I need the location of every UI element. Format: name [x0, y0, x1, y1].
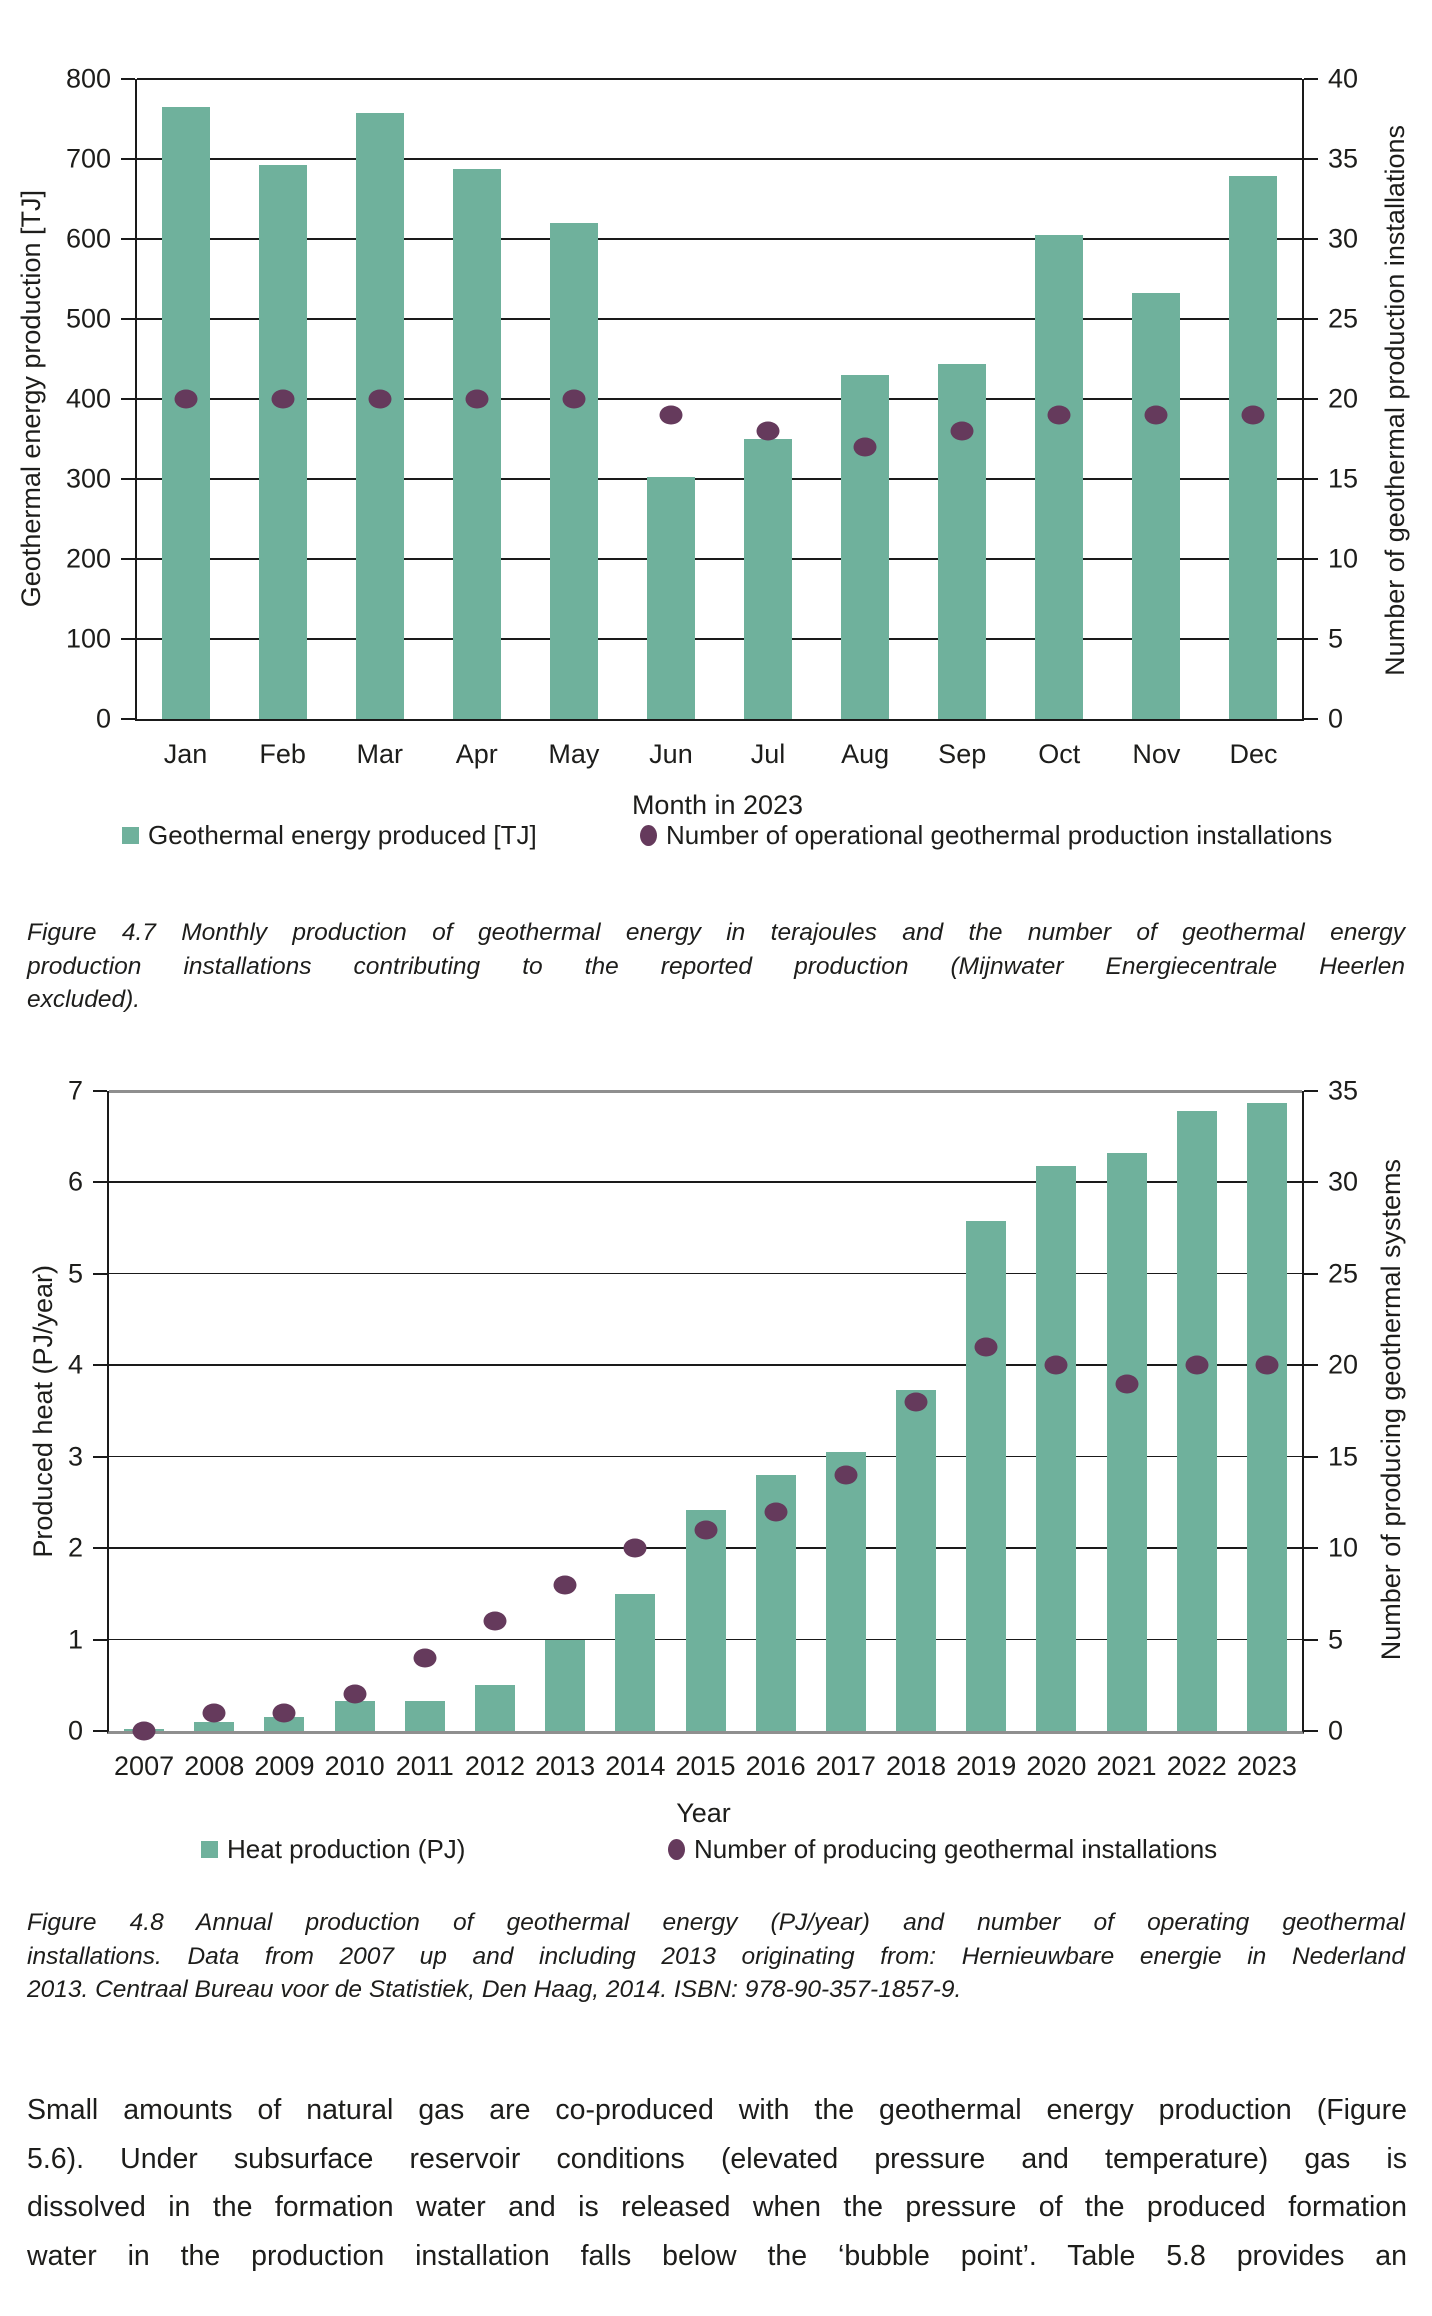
y-axis-tick-right	[1304, 78, 1318, 80]
gridline	[137, 638, 1302, 640]
caption-line: 2013. Centraal Bureau voor de Statistiek, Den Haag, 2014. ISBN: 978-90-357-1857-9.	[27, 1976, 962, 2003]
x-label-Apr: Apr	[455, 739, 498, 769]
dot-2022	[1185, 1356, 1208, 1375]
y-tick-label-right: 10	[1328, 1532, 1359, 1563]
y-tick-label-right: 20	[1328, 1349, 1359, 1380]
dot-Apr	[465, 390, 488, 409]
bar-2019	[966, 1221, 1006, 1731]
y-axis-tick-right	[1304, 1456, 1318, 1458]
bar-2013	[545, 1640, 585, 1731]
dot-2020	[1045, 1356, 1068, 1375]
dot-2016	[764, 1502, 787, 1521]
chart2-legend-label-dots: Number of producing geothermal installations	[694, 1834, 1218, 1864]
x-label-Jan: Jan	[163, 739, 208, 769]
y-axis-tick-right	[1304, 158, 1318, 160]
body-paragraph	[27, 2086, 1407, 2280]
bar-2021	[1107, 1153, 1147, 1731]
bar-Oct	[1035, 235, 1083, 719]
x-label-2011: 2011	[395, 1751, 454, 1781]
x-label-2009: 2009	[254, 1751, 315, 1781]
y-tick-label-right: 0	[1328, 703, 1344, 734]
y-tick-label-left: 0	[67, 1715, 83, 1746]
gridline	[137, 558, 1302, 560]
caption-line: production installations contributing to the reported production (Mijnwater Energiecentrale Heerlen	[27, 952, 1405, 980]
y-tick-label-right: 40	[1328, 63, 1359, 94]
y-axis-tick-left	[93, 1456, 107, 1458]
y-axis-tick-right	[1304, 478, 1318, 480]
y-tick-label-right: 30	[1328, 1166, 1359, 1197]
y-axis-tick-left	[93, 1639, 107, 1641]
caption-line: installations. Data from 2007 up and including 2013 originating from: Hernieuwbare energie in Nederland	[27, 1942, 1405, 1970]
gridline	[137, 238, 1302, 240]
chart2-plot-area	[67, 1075, 1359, 1781]
y-axis-tick-left	[93, 1273, 107, 1275]
chart1-legend-label-dots: Number of operational geothermal production installations	[666, 820, 1333, 850]
y-axis-tick-left	[121, 238, 135, 240]
y-axis-tick-left	[93, 1730, 107, 1732]
y-tick-label-right: 30	[1328, 223, 1359, 254]
y-tick-label-left: 5	[67, 1258, 83, 1289]
y-tick-label-right: 25	[1328, 303, 1359, 334]
dot-2011	[413, 1648, 436, 1667]
y-tick-label-left: 2	[67, 1532, 83, 1563]
y-tick-label-left: 700	[65, 143, 111, 174]
dot-2018	[905, 1392, 928, 1411]
x-label-2007: 2007	[114, 1751, 175, 1781]
x-label-Dec: Dec	[1229, 739, 1278, 769]
figure-4-8-caption	[27, 1906, 1405, 2007]
y-axis-tick-right	[1304, 318, 1318, 320]
dot-2014	[624, 1539, 647, 1558]
y-tick-label-left: 600	[65, 223, 111, 254]
gridline	[109, 1090, 1302, 1093]
bar-2017	[826, 1452, 866, 1731]
bar-2012	[475, 1685, 515, 1731]
bar-Jun	[647, 477, 695, 719]
chart1-x-axis-title: Month in 2023	[631, 790, 804, 820]
bar-May	[550, 223, 598, 719]
x-label-2019: 2019	[956, 1751, 1017, 1781]
y-axis-tick-left	[121, 638, 135, 640]
y-tick-label-left: 800	[65, 63, 111, 94]
dot-2012	[483, 1612, 506, 1631]
x-label-2023: 2023	[1236, 1751, 1297, 1781]
y-tick-label-right: 10	[1328, 543, 1359, 574]
x-label-2010: 2010	[324, 1751, 385, 1781]
x-label-Nov: Nov	[1132, 739, 1181, 769]
y-tick-label-right: 15	[1328, 463, 1359, 494]
x-label-Aug: Aug	[841, 739, 890, 769]
x-label-2016: 2016	[745, 1751, 806, 1781]
dot-Jul	[757, 422, 780, 441]
dot-2019	[975, 1338, 998, 1357]
y-axis-tick-right	[1304, 558, 1318, 560]
bar-2015	[686, 1510, 726, 1731]
dot-Oct	[1048, 406, 1071, 425]
gridline	[137, 158, 1302, 160]
y-tick-label-right: 15	[1328, 1441, 1359, 1472]
caption-line: Figure 4.7 Monthly production of geothermal energy in terajoules and the number of geothermal energy	[27, 919, 1405, 946]
y-axis-tick-left	[93, 1181, 107, 1183]
y-tick-label-left: 1	[67, 1624, 83, 1655]
caption-line: excluded).	[27, 986, 141, 1013]
dot-2023	[1255, 1356, 1278, 1375]
chart2-legend-label-bars: Heat production (PJ)	[227, 1834, 466, 1864]
y-tick-label-right: 0	[1328, 1715, 1344, 1746]
dot-2013	[554, 1575, 577, 1594]
dot-swatch-icon	[640, 825, 657, 846]
bar-2023	[1247, 1103, 1287, 1731]
dot-swatch-icon	[668, 1839, 685, 1860]
bar-Dec	[1229, 176, 1277, 719]
chart1-y-axis-title-left	[8, 79, 54, 719]
figure-4-7-caption	[27, 916, 1405, 1017]
body-line: 5.6). Under subsurface reservoir conditions (elevated pressure and temperature) gas is	[27, 2142, 1407, 2175]
y-axis-tick-left	[121, 158, 135, 160]
chart1-legend-label-bars: Geothermal energy produced [TJ]	[148, 820, 537, 850]
bar-2008	[194, 1722, 234, 1731]
x-label-Jun: Jun	[649, 739, 693, 769]
y-axis-tick-right	[1304, 1639, 1318, 1641]
chart2-y-axis-title-left	[20, 1091, 66, 1731]
dot-Jun	[659, 406, 682, 425]
y-axis-tick-left	[121, 398, 135, 400]
y-tick-label-right: 5	[1328, 1624, 1344, 1655]
dot-Jan	[174, 390, 197, 409]
y-axis-tick-left	[121, 78, 135, 80]
bar-2010	[335, 1701, 375, 1731]
dot-Nov	[1145, 406, 1168, 425]
x-label-2021: 2021	[1096, 1751, 1157, 1781]
chart1-plot-area	[65, 63, 1359, 769]
caption-line: Figure 4.8 Annual production of geothermal energy (PJ/year) and number of operating geothermal	[27, 1909, 1405, 1936]
bar-swatch-icon	[201, 1841, 218, 1858]
y-axis-tick-left	[121, 718, 135, 720]
y-tick-label-left: 4	[67, 1349, 83, 1380]
chart2-x-axis-title: Year	[676, 1798, 731, 1828]
y-tick-label-right: 20	[1328, 383, 1359, 414]
x-label-2013: 2013	[535, 1751, 596, 1781]
chart1-legend-item-dots	[640, 822, 1332, 848]
y-axis-tick-right	[1304, 718, 1318, 720]
chart1-y-axis-title-right	[1372, 55, 1418, 745]
x-label-2015: 2015	[675, 1751, 736, 1781]
y-axis-tick-left	[93, 1547, 107, 1549]
y-tick-label-right: 25	[1328, 1258, 1359, 1289]
y-axis-tick-right	[1304, 1730, 1318, 1732]
bar-2020	[1036, 1166, 1076, 1731]
y-axis-tick-right	[1304, 638, 1318, 640]
chart1-y-axis-title-right-text: Number of geothermal production installations	[1379, 124, 1410, 676]
dot-Aug	[854, 438, 877, 457]
chart2-legend-item-dots	[668, 1836, 1217, 1862]
dot-2015	[694, 1520, 717, 1539]
y-tick-label-left: 100	[65, 623, 111, 654]
dot-2017	[834, 1466, 857, 1485]
bar-Sep	[938, 364, 986, 719]
y-tick-label-left: 500	[65, 303, 111, 334]
bar-Apr	[453, 169, 501, 719]
y-tick-label-left: 300	[65, 463, 111, 494]
gridline	[137, 398, 1302, 400]
y-tick-label-left: 400	[65, 383, 111, 414]
bar-Feb	[259, 165, 307, 719]
x-label-Mar: Mar	[356, 739, 403, 769]
y-tick-label-right: 5	[1328, 623, 1344, 654]
y-axis-tick-right	[1304, 398, 1318, 400]
dot-May	[562, 390, 585, 409]
y-axis-tick-right	[1304, 1181, 1318, 1183]
bar-2011	[405, 1701, 445, 1731]
y-axis-tick-right	[1304, 1547, 1318, 1549]
dot-2007	[133, 1722, 156, 1741]
x-label-Feb: Feb	[259, 739, 306, 769]
dot-Dec	[1242, 406, 1265, 425]
y-tick-label-left: 6	[67, 1166, 83, 1197]
x-label-2017: 2017	[815, 1751, 876, 1781]
gridline	[137, 478, 1302, 480]
bar-Jul	[744, 439, 792, 719]
chart2-legend	[0, 1836, 1432, 1872]
chart2-legend-item-bars	[201, 1836, 465, 1862]
body-line: Small amounts of natural gas are co-produced with the geothermal energy production (Figure	[27, 2094, 1407, 2126]
gridline	[137, 318, 1302, 320]
x-label-2020: 2020	[1026, 1751, 1087, 1781]
x-label-2012: 2012	[464, 1751, 526, 1781]
dot-2021	[1115, 1374, 1138, 1393]
bar-2018	[896, 1390, 936, 1731]
dot-Mar	[368, 390, 391, 409]
dot-Sep	[951, 422, 974, 441]
y-tick-label-right: 35	[1328, 1075, 1359, 1106]
x-label-2022: 2022	[1166, 1751, 1227, 1781]
x-label-Jul: Jul	[750, 739, 786, 769]
dot-2008	[203, 1703, 226, 1722]
y-tick-label-right: 35	[1328, 143, 1359, 174]
bar-2022	[1177, 1111, 1217, 1731]
chart1-legend-item-bars	[122, 822, 537, 848]
y-axis-tick-left	[121, 558, 135, 560]
y-axis-tick-right	[1304, 1090, 1318, 1092]
y-tick-label-left: 7	[67, 1075, 83, 1106]
bar-Aug	[841, 375, 889, 719]
chart1-y-axis-title-left-text: Geothermal energy production [TJ]	[15, 190, 46, 608]
y-tick-label-left: 3	[67, 1441, 83, 1472]
y-axis-tick-left	[121, 478, 135, 480]
x-label-2014: 2014	[605, 1751, 666, 1781]
y-axis-tick-right	[1304, 1364, 1318, 1366]
y-axis-tick-right	[1304, 1273, 1318, 1275]
x-label-May: May	[548, 739, 600, 769]
y-tick-label-left: 200	[65, 543, 111, 574]
y-axis-tick-right	[1304, 238, 1318, 240]
body-line: water in the production installation falls below the ‘bubble point’. Table 5.8 provides an	[27, 2239, 1407, 2272]
y-axis-tick-left	[93, 1364, 107, 1366]
chart2-y-axis-title-right	[1368, 1080, 1414, 1740]
chart2-y-axis-title-left-text: Produced heat (PJ/year)	[27, 1264, 58, 1558]
bar-swatch-icon	[122, 827, 139, 844]
x-label-2008: 2008	[184, 1751, 245, 1781]
chart2-y-axis-title-right-text: Number of producing geothermal systems	[1375, 1159, 1406, 1661]
y-tick-label-left: 0	[95, 703, 111, 734]
x-label-Sep: Sep	[938, 739, 987, 769]
x-label-Oct: Oct	[1038, 739, 1081, 769]
dot-Feb	[271, 390, 294, 409]
dot-2010	[343, 1685, 366, 1704]
bar-2014	[615, 1594, 655, 1731]
x-label-2018: 2018	[885, 1751, 947, 1781]
chart1-legend	[0, 822, 1432, 858]
y-axis-tick-left	[93, 1090, 107, 1092]
y-axis-tick-left	[121, 318, 135, 320]
body-line: dissolved in the formation water and is released when the pressure of the produced formation	[27, 2191, 1407, 2223]
bar-Jan	[162, 107, 210, 719]
bar-Nov	[1132, 293, 1180, 719]
bar-Mar	[356, 113, 404, 719]
dot-2009	[273, 1703, 296, 1722]
gridline	[137, 78, 1302, 80]
